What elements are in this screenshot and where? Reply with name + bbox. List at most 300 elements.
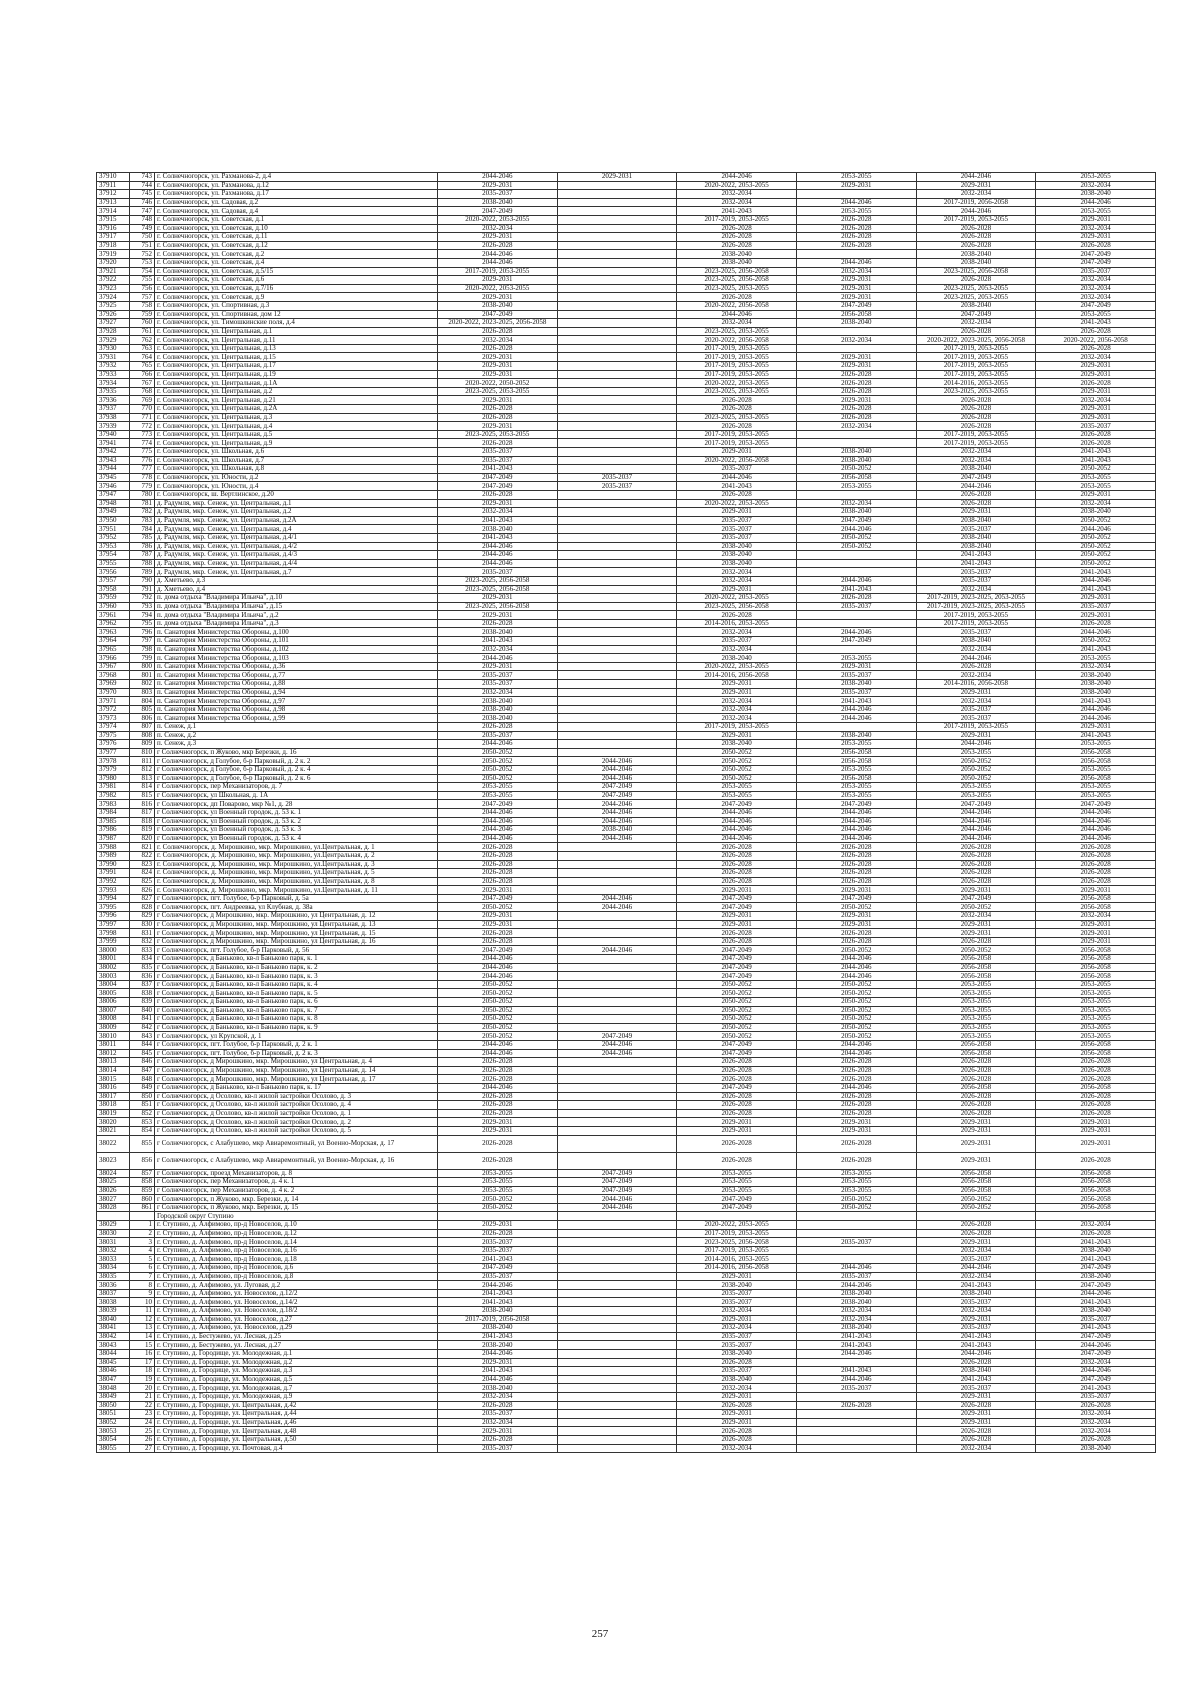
address-cell: г. Солнечногорск, ул. Советская, д.11 [155,233,438,242]
period-cell-1: 2023-2025, 2056-2058 [438,576,558,585]
table-row [97,671,1156,680]
period-cell-5: 2041-2043 [916,1281,1036,1290]
period-cell-5: 2032-2034 [916,912,1036,921]
table-row [97,198,1156,207]
period-cell-3: 2032-2034 [677,1307,797,1316]
row-number-cell: 771 [130,413,155,422]
period-cell-1: 2035-2037 [438,190,558,199]
period-cell-1: 2038-2040 [438,714,558,723]
table-row [97,370,1156,379]
period-cell-6: 2053-2055 [1036,1023,1156,1032]
period-cell-3: 2026-2028 [677,929,797,938]
period-cell-2: 2044-2046 [557,1049,677,1058]
period-cell-4: 2029-2031 [796,1118,916,1127]
period-cell-4: 2026-2028 [796,379,916,388]
period-cell-4 [796,1418,916,1427]
period-cell-1: 2053-2055 [438,783,558,792]
period-cell-2 [557,619,677,628]
period-cell-6: 2053-2055 [1036,989,1156,998]
period-cell-6: 2032-2034 [1036,276,1156,285]
period-cell-6: 2053-2055 [1036,783,1156,792]
period-cell-3: 2026-2028 [677,1427,797,1436]
row-number-cell: 778 [130,473,155,482]
period-cell-4: 2032-2034 [796,422,916,431]
row-id-cell: 37997 [97,920,130,929]
period-cell-2 [557,972,677,981]
period-cell-1: 2032-2034 [438,1418,558,1427]
address-cell: г. Солнечногорск, ул. Центральная, д.13 [155,344,438,353]
table-row [97,1049,1156,1058]
period-cell-3: 2026-2028 [677,293,797,302]
address-cell: г. Солнечногорск, ул. Центральная, д.9 [155,439,438,448]
period-cell-4: 2026-2028 [796,1109,916,1118]
period-cell-2 [557,1126,677,1135]
period-cell-5: 2053-2055 [916,748,1036,757]
period-cell-4 [796,439,916,448]
row-number-cell: 803 [130,688,155,697]
period-cell-6: 2032-2034 [1036,1358,1156,1367]
period-cell-4: 2041-2043 [796,1367,916,1376]
table-row [97,353,1156,362]
table-row [97,980,1156,989]
row-id-cell [97,1212,130,1221]
period-cell-4: 2026-2028 [796,1135,916,1152]
row-number-cell: 785 [130,533,155,542]
period-cell-1: 2023-2025, 2053-2055 [438,387,558,396]
period-cell-6: 2047-2049 [1036,1281,1156,1290]
table-row [97,757,1156,766]
period-cell-1: 2047-2049 [438,800,558,809]
row-number-cell: 837 [130,980,155,989]
period-cell-2 [557,267,677,276]
period-cell-3: 2050-2052 [677,1032,797,1041]
address-cell: г. Солнечногорск, ул. Спортивная, дом 12 [155,310,438,319]
period-cell-5: 2032-2034 [916,1272,1036,1281]
address-cell: г. Солнечногорск, ш. Вертлинское, д.20 [155,490,438,499]
period-cell-3: 2044-2046 [677,826,797,835]
row-id-cell: 37969 [97,680,130,689]
row-id-cell: 37936 [97,396,130,405]
period-cell-6: 2053-2055 [1036,310,1156,319]
period-cell-1: 2038-2040 [438,525,558,534]
period-cell-6: 2026-2028 [1036,1152,1156,1169]
row-number-cell: 765 [130,362,155,371]
period-cell-4: 2026-2028 [796,387,916,396]
period-cell-4: 2026-2028 [796,929,916,938]
period-cell-6: 2035-2037 [1036,422,1156,431]
period-cell-1: 2041-2043 [438,637,558,646]
period-cell-1: 2047-2049 [438,207,558,216]
period-cell-2 [557,1255,677,1264]
table-row [97,637,1156,646]
row-id-cell: 38054 [97,1435,130,1444]
row-number-cell: 849 [130,1083,155,1092]
period-cell-4: 2044-2046 [796,1264,916,1273]
table-row [97,490,1156,499]
row-id-cell: 37917 [97,233,130,242]
address-cell: г. Ступино, д. Городище, ул. Почтовая, д.4 [155,1444,438,1453]
row-number-cell: 752 [130,250,155,259]
period-cell-6: 2029-2031 [1036,405,1156,414]
row-number-cell: 830 [130,920,155,929]
period-cell-1: 2047-2049 [438,1264,558,1273]
row-number-cell: 760 [130,319,155,328]
period-cell-2 [557,637,677,646]
period-cell-6: 2053-2055 [1036,765,1156,774]
row-id-cell: 37948 [97,499,130,508]
period-cell-3: 2029-2031 [677,508,797,517]
period-cell-2 [557,293,677,302]
address-cell: г. Ступино, д. Алфимово, пр-д Новоселов, д.12 [155,1229,438,1238]
row-number-cell: 835 [130,963,155,972]
period-cell-5: 2035-2037 [916,1255,1036,1264]
period-cell-1: 2029-2031 [438,353,558,362]
period-cell-1: 2050-2052 [438,765,558,774]
period-cell-5: 2053-2055 [916,1032,1036,1041]
period-cell-1: 2044-2046 [438,250,558,259]
period-cell-2 [557,611,677,620]
period-cell-1: 2023-2025, 2053-2055 [438,430,558,439]
row-number-cell: 842 [130,1023,155,1032]
period-cell-6: 2026-2028 [1036,344,1156,353]
row-number-cell: 795 [130,619,155,628]
period-cell-5: 2056-2058 [916,1049,1036,1058]
row-number-cell: 781 [130,499,155,508]
period-cell-5: 2017-2019, 2053-2055 [916,362,1036,371]
period-cell-3: 2014-2016, 2056-2058 [677,671,797,680]
row-number-cell: 854 [130,1126,155,1135]
period-cell-5: 2038-2040 [916,1367,1036,1376]
period-cell-2: 2047-2049 [557,1032,677,1041]
row-number-cell: 847 [130,1066,155,1075]
row-number-cell: 813 [130,774,155,783]
period-cell-6: 2035-2037 [1036,602,1156,611]
table-row [97,1186,1156,1195]
period-cell-3: 2050-2052 [677,989,797,998]
period-cell-1: 2029-2031 [438,181,558,190]
period-cell-4: 2047-2049 [796,301,916,310]
period-cell-3: 2026-2028 [677,224,797,233]
row-id-cell: 38008 [97,1015,130,1024]
address-cell: г. Ступино, д. Алфимово, пр-д Новоселов, д.8 [155,1272,438,1281]
address-cell: г Солнечногорск, д Баньково, кв-л Баньково парк, к. 9 [155,1023,438,1032]
period-cell-1: 2029-2031 [438,611,558,620]
period-cell-5: 2026-2028 [916,1109,1036,1118]
period-cell-5: 2026-2028 [916,1427,1036,1436]
period-cell-3: 2047-2049 [677,1049,797,1058]
table-row [97,1229,1156,1238]
period-cell-1: 2050-2052 [438,757,558,766]
row-number-cell: 839 [130,998,155,1007]
row-id-cell: 37949 [97,508,130,517]
period-cell-3: 2026-2028 [677,1092,797,1101]
row-id-cell: 37944 [97,465,130,474]
period-cell-5: 2047-2049 [916,894,1036,903]
row-id-cell: 38049 [97,1392,130,1401]
period-cell-4: 2032-2034 [796,336,916,345]
row-number-cell: 817 [130,808,155,817]
period-cell-1: 2020-2022, 2053-2055 [438,215,558,224]
period-cell-1: 2044-2046 [438,654,558,663]
table-row [97,1281,1156,1290]
table-row [97,224,1156,233]
period-cell-3: 2038-2040 [677,740,797,749]
row-number-cell: 780 [130,490,155,499]
period-cell-4: 2038-2040 [796,1289,916,1298]
period-cell-6: 2047-2049 [1036,1264,1156,1273]
period-cell-3: 2038-2040 [677,551,797,560]
address-cell: п. дома отдыха "Владимира Ильича", д.2 [155,611,438,620]
address-cell: г. Солнечногорск, д. Мирошкино, мкр. Мирошкино, ул.Центральная, д. 2 [155,851,438,860]
period-cell-3: 2035-2037 [677,637,797,646]
period-cell-2: 2035-2037 [557,482,677,491]
period-cell-2 [557,1152,677,1169]
period-cell-2 [557,250,677,259]
period-cell-5: 2032-2034 [916,319,1036,328]
address-cell: г. Ступино, д. Алфимово, ул. Новоселов, д.27 [155,1315,438,1324]
row-id-cell: 37970 [97,688,130,697]
table-row [97,525,1156,534]
address-cell: г. Солнечногорск, ул. Центральная, д.4 [155,422,438,431]
period-cell-6: 2041-2043 [1036,731,1156,740]
period-cell-6: 2029-2031 [1036,387,1156,396]
period-cell-2 [557,215,677,224]
period-cell-4: 2041-2043 [796,585,916,594]
period-cell-5: 2032-2034 [916,1246,1036,1255]
period-cell-6: 2056-2058 [1036,1049,1156,1058]
address-cell: г. Солнечногорск, д. Мирошкино, мкр. Мирошкино, ул.Центральная, д. 3 [155,860,438,869]
period-cell-6: 2032-2034 [1036,662,1156,671]
row-number-cell: 792 [130,594,155,603]
period-cell-2: 2044-2046 [557,834,677,843]
period-cell-6: 2056-2058 [1036,1195,1156,1204]
period-cell-1: 2044-2046 [438,1349,558,1358]
period-cell-2 [557,1118,677,1127]
period-cell-1: 2026-2028 [438,937,558,946]
row-id-cell: 37985 [97,817,130,826]
address-cell: г Солнечногорск, пгт. Голубое, б-р Парковый, д. 2 к. 1 [155,1040,438,1049]
period-cell-5: 2026-2028 [916,1221,1036,1230]
row-id-cell: 37996 [97,912,130,921]
period-cell-3: 2050-2052 [677,998,797,1007]
period-cell-2 [557,396,677,405]
period-cell-1: 2050-2052 [438,1032,558,1041]
period-cell-1: 2035-2037 [438,1246,558,1255]
row-id-cell: 38039 [97,1307,130,1316]
period-cell-2: 2044-2046 [557,800,677,809]
row-number-cell: 826 [130,886,155,895]
period-cell-5: 2035-2037 [916,1298,1036,1307]
row-number-cell: 12 [130,1315,155,1324]
period-cell-1: 2041-2043 [438,1255,558,1264]
period-cell-6: 2026-2028 [1036,851,1156,860]
period-cell-5: 2044-2046 [916,740,1036,749]
address-cell: г. Ступино, д. Городище, ул. Центральная, д.48 [155,1427,438,1436]
address-cell: п. дома отдыха "Владимира Ильича", д.3 [155,619,438,628]
period-cell-6: 2029-2031 [1036,362,1156,371]
period-cell-1: 2029-2031 [438,499,558,508]
address-cell: п. дома отдыха "Владимира Ильича", д.15 [155,602,438,611]
address-cell: г. Ступино, д. Алфимово, ул. Новоселов, д.29 [155,1324,438,1333]
address-cell: г Солнечногорск, ул Военный городок, д. 53 к. 1 [155,808,438,817]
period-cell-3: 2020-2022, 2053-2055 [677,594,797,603]
period-cell-3: 2032-2034 [677,705,797,714]
period-cell-4: 2026-2028 [796,224,916,233]
period-cell-1: 2050-2052 [438,1023,558,1032]
row-id-cell: 37971 [97,697,130,706]
address-cell: г. Ступино, д. Городище, ул. Центральная, д.44 [155,1410,438,1419]
row-number-cell: 806 [130,714,155,723]
address-cell: г. Ступино, д. Городище, ул. Центральная, д.50 [155,1435,438,1444]
address-cell: г Солнечногорск, пер Механизаторов, д. 4 к. 1 [155,1178,438,1187]
period-cell-6: 2026-2028 [1036,1092,1156,1101]
table-row [97,1315,1156,1324]
table-row [97,1152,1156,1169]
period-cell-1: 2041-2043 [438,1289,558,1298]
period-cell-5: 2053-2055 [916,1015,1036,1024]
period-cell-5: 2026-2028 [916,1101,1036,1110]
table-row [97,1195,1156,1204]
period-cell-1: 2053-2055 [438,1186,558,1195]
row-number-cell: 769 [130,396,155,405]
address-cell: г. Солнечногорск, ул. Советская, д.6 [155,276,438,285]
period-cell-6 [1036,1212,1156,1221]
period-cell-4 [796,250,916,259]
table-row [97,173,1156,182]
period-cell-4: 2050-2052 [796,989,916,998]
address-cell: п. Санатория Министерства Обороны, д.36 [155,662,438,671]
period-cell-5: 2038-2040 [916,637,1036,646]
address-cell: г Солнечногорск, пер Механизаторов, д. 7 [155,783,438,792]
period-cell-2 [557,1307,677,1316]
period-cell-5: 2026-2028 [916,1229,1036,1238]
period-cell-4 [796,1435,916,1444]
period-cell-2 [557,516,677,525]
period-cell-3: 2047-2049 [677,1195,797,1204]
period-cell-6: 2056-2058 [1036,946,1156,955]
row-id-cell: 38001 [97,955,130,964]
table-row [97,1332,1156,1341]
period-cell-1: 2050-2052 [438,989,558,998]
period-cell-5: 2023-2025, 2053-2055 [916,293,1036,302]
address-cell: г Солнечногорск, ул Военный городок, д. 53 к. 4 [155,834,438,843]
period-cell-6: 2050-2052 [1036,516,1156,525]
period-cell-2 [557,628,677,637]
period-cell-2 [557,680,677,689]
period-cell-3: 2023-2025, 2053-2055 [677,387,797,396]
row-id-cell: 38041 [97,1324,130,1333]
period-cell-4: 2053-2055 [796,791,916,800]
row-id-cell: 37962 [97,619,130,628]
period-cell-1: 2038-2040 [438,1384,558,1393]
period-cell-4: 2029-2031 [796,293,916,302]
period-cell-5: 2032-2034 [916,448,1036,457]
row-id-cell: 37914 [97,207,130,216]
period-cell-3: 2053-2055 [677,783,797,792]
period-cell-2 [557,1281,677,1290]
address-cell: г Солнечногорск, дп Поварово, мкр №1, д. 28 [155,800,438,809]
period-cell-5: 2023-2025, 2053-2055 [916,387,1036,396]
period-cell-5: 2056-2058 [916,1178,1036,1187]
period-cell-2 [557,465,677,474]
period-cell-3: 2017-2019, 2053-2055 [677,1246,797,1255]
row-id-cell: 37939 [97,422,130,431]
period-cell-4: 2056-2058 [796,310,916,319]
table-row [97,336,1156,345]
period-cell-6: 2053-2055 [1036,1015,1156,1024]
period-cell-3: 2026-2028 [677,1058,797,1067]
period-cell-3: 2053-2055 [677,1169,797,1178]
row-id-cell: 38018 [97,1101,130,1110]
row-number-cell: 746 [130,198,155,207]
period-cell-5: 2026-2028 [916,937,1036,946]
period-cell-5: 2041-2043 [916,1375,1036,1384]
period-cell-2 [557,1358,677,1367]
period-cell-2: 2044-2046 [557,1195,677,1204]
period-cell-4: 2050-2052 [796,542,916,551]
period-cell-1: 2032-2034 [438,688,558,697]
period-cell-3: 2044-2046 [677,173,797,182]
period-cell-5: 2050-2052 [916,765,1036,774]
period-cell-5: 2032-2034 [916,671,1036,680]
period-cell-5: 2026-2028 [916,405,1036,414]
row-number-cell: 759 [130,310,155,319]
period-cell-1: 2029-2031 [438,1118,558,1127]
period-cell-2 [557,688,677,697]
period-cell-5: 2035-2037 [916,576,1036,585]
row-id-cell: 38025 [97,1178,130,1187]
address-cell: г Солнечногорск, д Осолово, кв-л жилой застройки Осолово, д. 3 [155,1092,438,1101]
address-cell: п. Санатория Министерства Обороны, д.103 [155,654,438,663]
table-row [97,628,1156,637]
period-cell-1: 2026-2028 [438,413,558,422]
row-id-cell: 37979 [97,765,130,774]
table-row [97,1435,1156,1444]
address-cell: г. Солнечногорск, ул. Спортивная, д.3 [155,301,438,310]
period-cell-3: 2026-2028 [677,422,797,431]
period-cell-1: 2032-2034 [438,1392,558,1401]
period-cell-3: 2017-2019, 2053-2055 [677,353,797,362]
row-id-cell: 37958 [97,585,130,594]
row-number-cell: 748 [130,215,155,224]
table-row [97,499,1156,508]
period-cell-1: 2026-2028 [438,877,558,886]
period-cell-2 [557,576,677,585]
period-cell-2 [557,1384,677,1393]
row-id-cell: 37982 [97,791,130,800]
table-row [97,1427,1156,1436]
period-cell-5: 2026-2028 [916,877,1036,886]
row-number-cell: 821 [130,843,155,852]
period-cell-3: 2038-2040 [677,559,797,568]
row-id-cell: 37915 [97,215,130,224]
row-number-cell: 783 [130,516,155,525]
row-number-cell: 744 [130,181,155,190]
row-id-cell: 38017 [97,1092,130,1101]
period-cell-1: 2044-2046 [438,817,558,826]
period-cell-6: 2020-2022, 2056-2058 [1036,336,1156,345]
row-number-cell: 3 [130,1238,155,1247]
period-cell-5: 2032-2034 [916,456,1036,465]
period-cell-2 [557,319,677,328]
period-cell-6: 2041-2043 [1036,1298,1156,1307]
period-cell-5: 2026-2028 [916,499,1036,508]
period-cell-5: 2050-2052 [916,903,1036,912]
period-cell-4: 2044-2046 [796,1049,916,1058]
period-cell-2 [557,301,677,310]
table-row [97,568,1156,577]
period-cell-6: 2041-2043 [1036,319,1156,328]
